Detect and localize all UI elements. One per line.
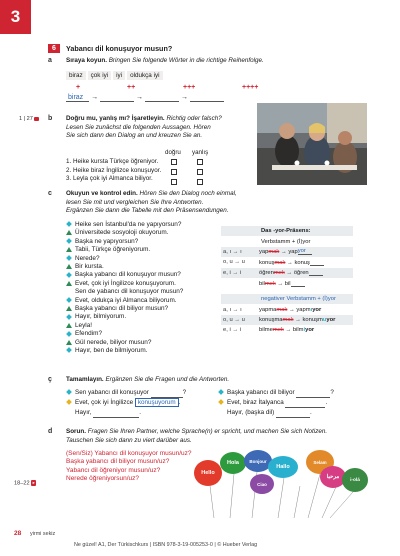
dialog-line xyxy=(66,297,183,305)
speaker-b-marker xyxy=(66,230,72,235)
infinitive-suffix: mak xyxy=(282,316,294,323)
vowel-rule: o, u → u xyxy=(223,316,245,323)
infinitive-suffix: mak xyxy=(274,259,286,266)
word-box: oldukça iyi xyxy=(127,71,162,80)
section-b-instruction xyxy=(66,115,254,141)
dialog-line xyxy=(66,280,183,288)
result-stem: → yapm xyxy=(288,306,311,313)
speaker-a-marker xyxy=(66,348,72,354)
vowel-rule: e, i → i xyxy=(223,269,242,276)
dialog-line xyxy=(66,313,183,321)
completion-row xyxy=(218,398,334,408)
dialog-line xyxy=(66,255,183,263)
dialog-text: Başka yabancı dil konuşuyor musun? xyxy=(75,271,181,279)
speaker-b-marker xyxy=(66,264,72,269)
dialog-text: Gül nerede, biliyor musun? xyxy=(75,338,152,346)
grammar-table-header xyxy=(221,294,353,304)
dialog-line xyxy=(66,238,183,246)
completion-tail: . xyxy=(325,399,328,406)
speaker-b-marker xyxy=(66,323,72,328)
verb-stem: yap xyxy=(259,249,269,256)
statement: 2. Heike biraz İngilizce konuşuyor. xyxy=(66,166,162,174)
infinitive-suffix: mek xyxy=(264,280,276,287)
statement: 1. Heike kursta Türkçe öğreniyor. xyxy=(66,158,159,165)
track-number: 1 | 27 xyxy=(19,116,33,122)
question-item: Başka yabancı dil biliyor musun/uz? xyxy=(66,458,170,466)
yor-suffix: yor xyxy=(326,316,336,323)
dialog-text: Başka yabancı dil biliyor musun? xyxy=(75,305,169,313)
dialog-text: Başka ne yapıyorsun? xyxy=(75,237,139,245)
question-item: Nerede öğreniyorsun/uz? xyxy=(66,475,139,483)
infinitive-suffix: mak xyxy=(268,249,280,256)
dialog-line xyxy=(66,347,183,355)
verb-stem: konuş xyxy=(259,259,275,266)
word-box: çok iyi xyxy=(88,71,112,80)
instr-italic: Ergänzen Sie dann die Tabelle mit den Präsensendungen. xyxy=(66,207,229,215)
grammar-table-rows xyxy=(221,247,353,289)
completion-blank[interactable] xyxy=(93,411,139,418)
plus-2: ++ xyxy=(127,84,136,91)
word-box: iyi xyxy=(113,71,125,80)
instr-bold: Sıraya koyun. xyxy=(66,57,107,64)
verb-form xyxy=(259,269,353,276)
completion-filled: konuşuyorum xyxy=(135,398,179,407)
vowel-rule: o, u → u xyxy=(223,259,245,266)
section-a-letter: a xyxy=(48,57,52,64)
verb-form xyxy=(259,280,353,287)
col-dogru: doğru xyxy=(165,149,181,156)
instr-italic: lesen Sie mit und vergleichen Sie Ihre Antworten. xyxy=(66,198,204,206)
section-cc-letter: ç xyxy=(48,376,52,383)
bubble-hola: Hola xyxy=(220,452,246,474)
dialog-line xyxy=(66,271,183,279)
dialog-line xyxy=(66,305,183,313)
completion-row xyxy=(66,398,186,408)
completion-blank[interactable] xyxy=(151,391,183,398)
speaker-a-marker xyxy=(66,331,72,337)
dialog-text: Heike sen İstanbul'da ne yapıyorsun? xyxy=(75,221,182,228)
instr-bold: Doğru mu, yanlış mı? İşaretleyin. xyxy=(66,115,165,122)
verb-stem: yapma xyxy=(259,306,277,313)
grammar-row xyxy=(221,268,353,278)
completion-text: Hayır, xyxy=(75,409,92,416)
checkbox[interactable] xyxy=(171,179,177,185)
result-stem: → yap xyxy=(280,249,298,256)
page-number: 28 xyxy=(14,530,22,537)
dialog-text: Hayır, ben de bilmiyorum. xyxy=(75,347,148,355)
checkbox[interactable] xyxy=(197,179,203,185)
speaker-a-marker xyxy=(66,314,72,320)
buffer-vowel: u xyxy=(322,316,327,323)
speaker-a-marker xyxy=(66,272,72,278)
bubble-selam: Selam xyxy=(306,450,334,474)
answer-1: biraz xyxy=(66,94,89,102)
dialog-line xyxy=(66,263,183,271)
grammar-table-negative xyxy=(221,294,353,336)
completion-tail: ? xyxy=(330,389,334,396)
completion-blank[interactable] xyxy=(276,411,310,418)
verb-form xyxy=(259,327,353,333)
ending-blank[interactable] xyxy=(291,280,305,287)
statements xyxy=(66,158,161,184)
dialog-line xyxy=(66,339,183,347)
dialog-line xyxy=(66,330,183,338)
verb-form xyxy=(259,259,353,266)
buffer-vowel: ı xyxy=(310,306,313,313)
bubble-hello: Hello xyxy=(194,460,222,486)
dialog-text: Nerede? xyxy=(75,254,100,262)
grammar-row xyxy=(221,315,353,325)
section-d-instruction xyxy=(66,428,376,445)
verb-stem: bil xyxy=(259,280,265,287)
bubble-hallo: Hallo xyxy=(268,456,298,478)
page-number-word: yirmi sekiz xyxy=(30,531,56,537)
speaker-a-marker xyxy=(66,221,72,227)
verb-form xyxy=(259,307,353,313)
plus-4: ++++ xyxy=(242,84,259,91)
ending-blank[interactable]: yor xyxy=(298,248,312,255)
yor-suffix: yor xyxy=(312,306,322,313)
word-box-row xyxy=(66,71,165,80)
speaker-b-marker xyxy=(66,306,72,311)
speaker-a-marker xyxy=(66,255,72,261)
dialog-line xyxy=(66,246,183,254)
grammar-table-formula xyxy=(221,236,353,246)
audio-track-b xyxy=(19,116,39,122)
audio-icon: ▸ xyxy=(32,480,35,485)
dialog-line xyxy=(66,288,183,296)
completion-text: Evet, biraz İtalyanca xyxy=(227,399,284,406)
grammar-formula: Verbstamm + (İ)yor xyxy=(261,238,311,245)
completion-blank[interactable] xyxy=(285,399,328,408)
arrow-icon: → xyxy=(136,94,144,101)
speaker-a-marker xyxy=(66,297,72,303)
grammar-row xyxy=(221,247,353,257)
question-item: Yabancı dil öğreniyor musun/uz? xyxy=(66,466,161,474)
cafe-photo xyxy=(257,103,367,185)
plus-3: +++ xyxy=(183,84,196,91)
instr-italic: Lesen Sie zunächst die folgenden Aussagen. Hören xyxy=(66,123,211,131)
completion-row xyxy=(218,408,334,418)
completion-text: Başka yabancı dil biliyor xyxy=(227,389,295,396)
question-item: (Sen/Siz) Yabancı dil konuşuyor musun/uz? xyxy=(66,450,192,457)
ending-blank[interactable] xyxy=(310,259,324,266)
grammar-row xyxy=(221,304,353,314)
section-b-letter: b xyxy=(48,115,53,122)
chapter-tab: 3 xyxy=(0,0,31,34)
completion-blank[interactable] xyxy=(296,391,330,398)
track-number: 18–22 xyxy=(14,480,30,487)
verb-form xyxy=(259,317,353,323)
dialog-line xyxy=(66,322,183,330)
completion-right xyxy=(218,388,334,418)
ordering-answer-line xyxy=(66,94,256,102)
instr-bold: Tamamlayın. xyxy=(66,376,104,383)
checkbox[interactable] xyxy=(171,169,177,175)
word-box: biraz xyxy=(66,71,86,80)
exercise-number: 6 xyxy=(48,44,60,53)
arrow-icon: → xyxy=(91,94,99,101)
section-d-letter: d xyxy=(48,428,53,435)
section-c-instruction xyxy=(66,190,366,216)
arrow-icon: → xyxy=(180,94,188,101)
speaker-a-marker xyxy=(218,389,224,395)
instr-italic: Sie sich dann den Dialog an und kreuzen Sie an. xyxy=(66,132,203,140)
speaker-a-marker xyxy=(66,238,72,244)
answer-blank-2[interactable] xyxy=(100,95,134,102)
verb-stem: bilme xyxy=(259,327,273,334)
checkbox[interactable] xyxy=(197,159,203,165)
bubble-arabic: مرحبا xyxy=(320,466,346,488)
audio-track-d xyxy=(14,480,36,486)
instr-italic: Ergänzen Sie die Fragen und die Antworten. xyxy=(105,376,230,383)
instr-italic: Tauschen Sie sich dann zu viert darüber aus. xyxy=(66,436,192,444)
buffer-vowel: i xyxy=(303,327,306,334)
completion-text: Evet, çok iyi İngilizce xyxy=(75,399,134,406)
section-cc-instruction xyxy=(66,376,229,383)
negative-formula: negativer Verbstamm + (İ)yor xyxy=(261,296,336,303)
result-stem: → bil xyxy=(277,280,291,287)
grammar-table-rows xyxy=(221,304,353,335)
exercise-title: Yabancı dil konuşuyor musun? xyxy=(66,44,173,53)
verb-form xyxy=(259,248,353,255)
grammar-row xyxy=(221,278,353,288)
grammar-table-title xyxy=(221,296,336,302)
dialog-text: Evet, oldukça iyi Almanca biliyorum. xyxy=(75,296,177,304)
infinitive-suffix: mak xyxy=(276,306,288,313)
dialog-text: Leyla! xyxy=(75,321,93,329)
dialog-line xyxy=(66,229,183,237)
completion-tail: . xyxy=(139,409,141,416)
statement: 3. Leyla çok iyi Almanca biliyor. xyxy=(66,175,153,183)
completion-tail: . xyxy=(310,409,312,416)
dialog-text: Evet, çok iyi İngilizce konuşuyorum. xyxy=(75,279,176,287)
verb-stem: konuşma xyxy=(259,316,283,323)
speaker-b-marker xyxy=(66,247,72,252)
col-yanlis: yanlış xyxy=(192,149,209,156)
speaker-b-marker xyxy=(66,340,72,345)
grammar-table-title: Das -yor-Präsens: xyxy=(261,228,311,235)
speaker-b-marker xyxy=(218,399,224,405)
completion-row xyxy=(66,388,186,398)
instr-bold: Okuyun ve kontrol edin. xyxy=(66,190,138,197)
grammar-table-present xyxy=(221,226,353,288)
grammar-table-header xyxy=(221,226,353,236)
answer-blank-3[interactable] xyxy=(145,95,179,102)
cafe-photo-illustration xyxy=(257,103,367,185)
checkbox[interactable] xyxy=(171,159,177,165)
speaker-b-marker xyxy=(66,281,72,286)
dialog-text: Tabii, Türkçe öğreniyorum. xyxy=(75,246,151,254)
question-list xyxy=(66,450,192,484)
dialog-text: Sen de yabancı dil konuşuyor musun? xyxy=(75,288,184,296)
checkbox-column-dogru xyxy=(171,159,177,185)
vowel-rule: a, ı → ı xyxy=(223,306,242,313)
instr-italic: Hören Sie den Dialog noch einmal, xyxy=(139,190,237,197)
plus-1: + xyxy=(76,84,81,91)
section-c-letter: c xyxy=(48,190,52,197)
yor-suffix: yor xyxy=(305,327,315,334)
completion-text: Sen yabancı dil konuşuyor xyxy=(75,389,149,396)
instr-italic: Bringen Sie folgende Wörter in die richtige Reihenfolge. xyxy=(108,57,264,64)
ending-blank[interactable] xyxy=(309,269,323,276)
vowel-rule: e, i → i xyxy=(223,327,242,334)
result-stem: → konuş xyxy=(287,259,310,266)
speaker-b-marker xyxy=(66,399,72,405)
footer-credit: Ne güzel! A1, Der Türkischkurs | ISBN 978-3-19-005253-0 | © Hueber Verlag xyxy=(74,542,258,548)
grammar-row xyxy=(221,257,353,267)
answer-blank-4[interactable] xyxy=(190,95,224,102)
audio-icon xyxy=(34,117,39,121)
bubble-ciao: Ciao xyxy=(250,474,274,494)
bubble-ola: i-olá xyxy=(342,468,368,492)
checkbox-column-yanlis xyxy=(197,159,203,185)
speaker-a-marker xyxy=(66,389,72,395)
completion-tail: . xyxy=(178,399,181,406)
instr-italic: Richtig oder falsch? xyxy=(166,115,222,122)
infinitive-suffix: mek xyxy=(273,270,285,277)
grammar-row xyxy=(221,325,353,335)
result-stem: → konuşm xyxy=(295,316,323,323)
verb-stem: öğren xyxy=(259,270,274,277)
dialog-text: Hayır, bilmiyorum. xyxy=(75,313,127,321)
dialog-text: Bir kursta. xyxy=(75,263,104,271)
infinitive-suffix: mek xyxy=(272,327,284,334)
dialog-text: Efendim? xyxy=(75,330,102,338)
greeting-bubbles xyxy=(190,444,368,518)
completion-tail: ? xyxy=(182,389,187,396)
completion-row xyxy=(66,408,186,418)
bubble-bonjour: Bonjour xyxy=(244,450,272,472)
section-a-instruction xyxy=(66,57,264,64)
completion-text: Hayır, (başka dil) xyxy=(227,409,275,416)
completion-left xyxy=(66,388,186,418)
instr-bold: Sorun. xyxy=(66,428,86,435)
vowel-rule: a, ı → ı xyxy=(223,248,242,255)
instr-italic: Fragen Sie Ihren Partner, welche Sprache(n) er spricht, und machen Sie sich Notizen. xyxy=(87,428,328,435)
result-stem: → bilm xyxy=(285,327,304,334)
dialog-text: Üniversitede sosyoloji okuyorum. xyxy=(75,229,169,237)
completion-row xyxy=(218,388,334,398)
result-stem: → öğren xyxy=(286,270,309,277)
checkbox[interactable] xyxy=(197,169,203,175)
dialog xyxy=(66,221,183,356)
